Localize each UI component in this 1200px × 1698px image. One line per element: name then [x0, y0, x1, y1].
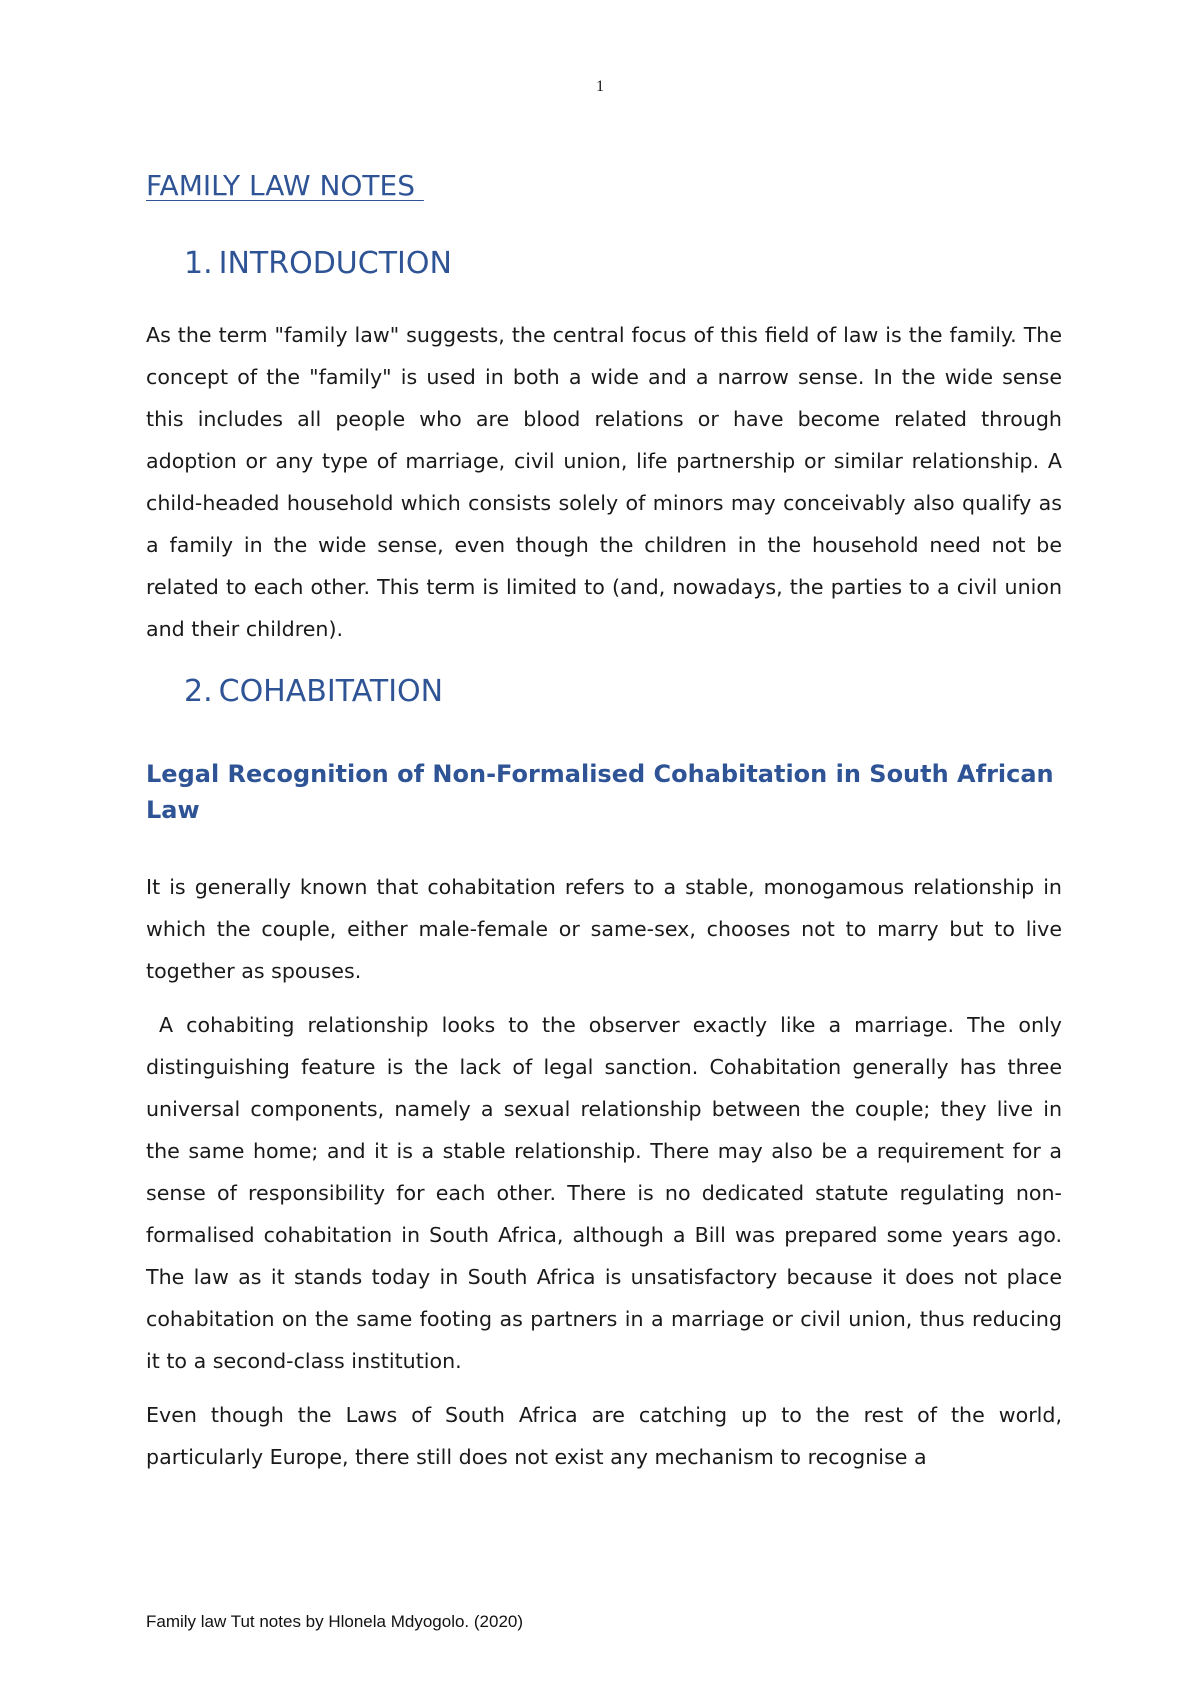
paragraph-introduction: As the term "family law" suggests, the central focus of this field of law is the family. The concept of the "family" is used in both a wide and a narrow sense. In the wide sense this includes all people who are blood relations or have become related through adoption or any type of marriage, civil union, life partnership or similar relationship. A child-headed household which consists solely of minors may conceivably also qualify as a family in the wide sense, even though the children in the household need not be related to each other. This term is limited to (and, nowadays, the parties to a civil union and their children).: [146, 323, 1062, 641]
document-body: [146, 168, 1062, 1478]
paragraph-cohabitation-definition: It is generally known that cohabitation refers to a stable, monogamous relationship in which the couple, either male-female or same-sex, chooses not to marry but to live together as spouses.: [146, 875, 1062, 983]
section-title: COHABITATION: [218, 674, 444, 709]
paragraph-laws-of-south-africa: Even though the Laws of South Africa are catching up to the rest of the world, particularly Europe, there still does not exist any mechanism to recognise a: [146, 1403, 1062, 1469]
section-heading-cohabitation: [146, 672, 1062, 712]
paragraph-cohabiting-relationship: A cohabiting relationship looks to the observer exactly like a marriage. The only distinguishing feature is the lack of legal sanction. Cohabitation generally has three universal components, namely a sexual relationship between the couple; they live in the same home; and it is a stable relationship. There may also be a requirement for a sense of responsibility for each other. There is no dedicated statute regulating non-formalised cohabitation in South Africa, although a Bill was prepared some years ago. The law as it stands today in South Africa is unsatisfactory because it does not place cohabitation on the same footing as partners in a marriage or civil union, thus reducing it to a second-class institution.: [146, 1013, 1062, 1373]
section-number: 1.: [184, 246, 213, 281]
subheading-legal-recognition: Legal Recognition of Non-Formalised Cohabitation in South African Law: [146, 760, 1054, 824]
section-number: 2.: [184, 674, 213, 709]
page-footer: Family law Tut notes by Hlonela Mdyogolo. (2020): [146, 1612, 524, 1631]
page-number: 1: [596, 78, 604, 95]
document-title: FAMILY LAW NOTES: [146, 169, 424, 202]
section-heading-introduction: [146, 244, 1062, 284]
section-title: INTRODUCTION: [218, 246, 452, 281]
